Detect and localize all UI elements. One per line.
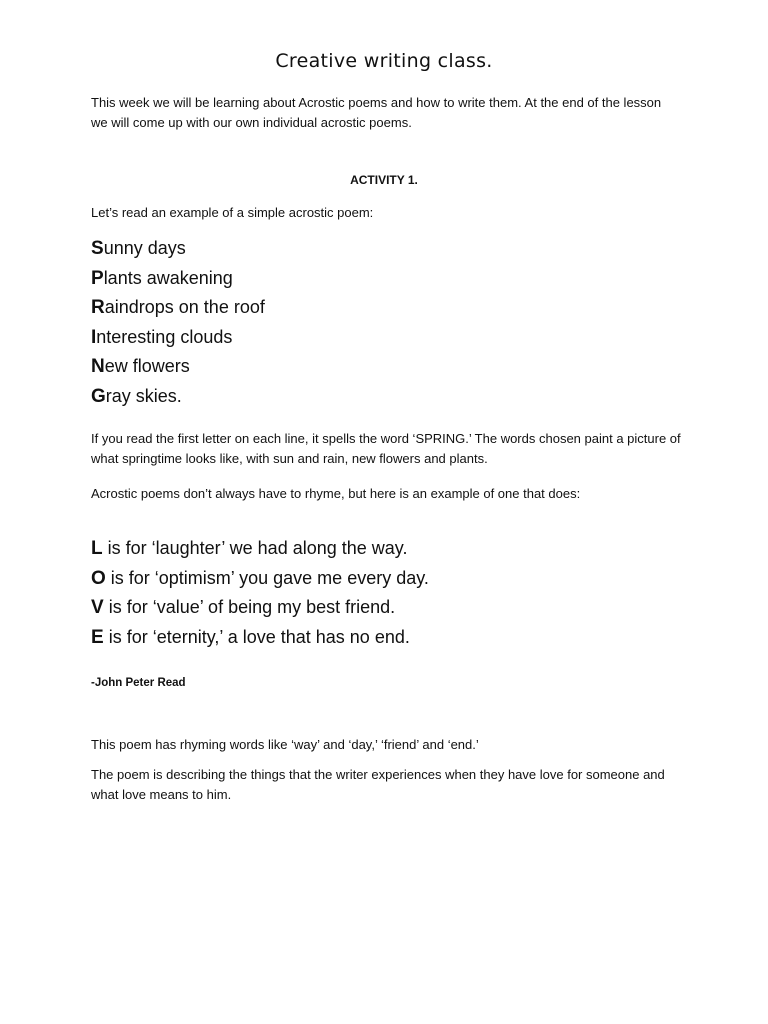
poem-initial: O	[91, 567, 106, 589]
poem-initial: S	[91, 238, 104, 259]
poem-author: -John Peter Read	[91, 677, 186, 689]
poem-line	[91, 264, 265, 294]
love-poem	[91, 534, 429, 652]
poem-initial: I	[91, 326, 97, 348]
poem-line	[91, 234, 265, 264]
poem-line	[91, 382, 265, 412]
rhyme-note: This poem has rhyming words like ‘way’ and ‘day,’ ‘friend’ and ‘end.’	[91, 737, 479, 752]
poem-line-text: aindrops on the roof	[104, 297, 265, 318]
poem-line	[91, 352, 265, 382]
intro-paragraph: This week we will be learning about Acrostic poems and how to write them. At the end of the lesson we will come up with our own individual acrostic poems.	[91, 95, 662, 130]
poem-line-text: is for ‘laughter’ we had along the way.	[102, 538, 408, 558]
poem-initial: N	[91, 356, 105, 378]
closing-paragraph: The poem is describing the things that the writer experiences when they have love for someone and what love means to him.	[91, 767, 665, 802]
poem-line-text: is for ‘eternity,’ a love that has no end.	[103, 626, 410, 647]
poem-line	[91, 323, 265, 353]
poem-line-text: lants awakening	[103, 267, 233, 288]
poem-line	[91, 593, 429, 623]
poem-initial: E	[91, 626, 104, 648]
poem-initial: R	[91, 297, 105, 319]
poem-line-text: unny days	[103, 238, 186, 258]
example-intro: Let’s read an example of a simple acrostic poem:	[91, 205, 374, 220]
page-title: Creative writing class.	[275, 50, 493, 72]
poem-initial: L	[91, 538, 103, 559]
poem-line-text: ray skies.	[105, 385, 182, 406]
poem-initial: V	[91, 597, 104, 619]
activity-heading: ACTIVITY 1.	[350, 173, 418, 187]
poem-initial: G	[91, 385, 106, 407]
poem-line	[91, 564, 429, 594]
poem-line-text: nteresting clouds	[96, 326, 233, 347]
poem-line	[91, 623, 429, 653]
poem-initial: P	[91, 267, 104, 289]
poem-line-text: ew flowers	[104, 356, 190, 377]
poem-line	[91, 293, 265, 323]
explanation-paragraph: If you read the first letter on each line, it spells the word ‘SPRING.’ The words chosen paint a picture of what springtime looks like, with sun and rain, new flowers and plants.	[91, 431, 681, 466]
spring-poem	[91, 234, 265, 412]
rhyme-intro: Acrostic poems don’t always have to rhyme, but here is an example of one that does:	[91, 486, 581, 501]
poem-line	[91, 534, 429, 564]
poem-line-text: is for ‘optimism’ you gave me every day.	[105, 567, 429, 588]
poem-line-text: is for ‘value’ of being my best friend.	[103, 597, 396, 618]
